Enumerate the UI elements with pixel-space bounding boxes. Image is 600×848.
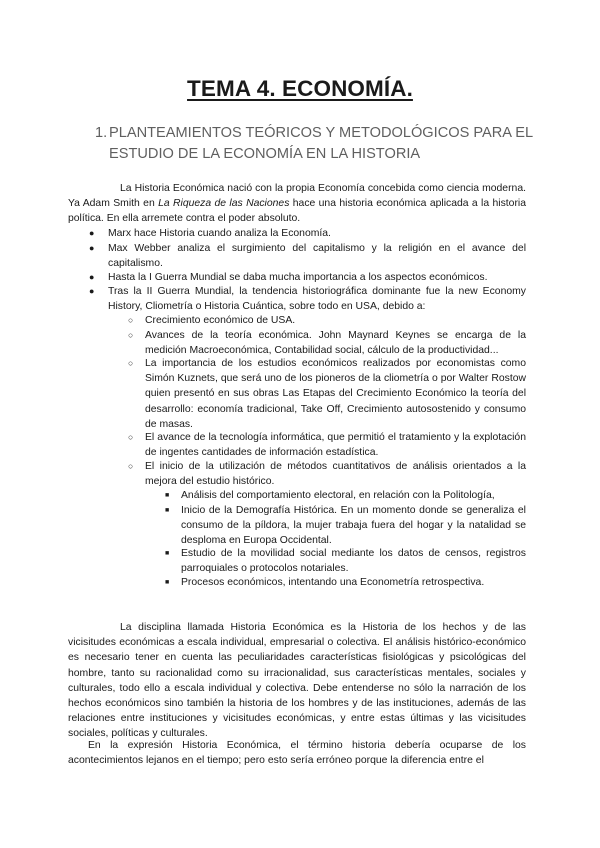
bullet-dot-icon: ● (89, 272, 95, 282)
bullet-circle-icon: ○ (128, 461, 134, 471)
book-title: La Riqueza de las Naciones (158, 198, 290, 210)
bullet-dot-icon: ● (89, 286, 95, 296)
bullet-circle-icon: ○ (128, 330, 134, 340)
body-paragraph: La disciplina llamada Historia Económica es la Historia de los hechos y de las vicisitudes económicas a escala individual, empresarial o colectiva. El análisis histórico-económico es necesario tener en cuenta las peculiaridades características fisiológicas y psicológicas del hombre, tanto su racionalidad como su irracionalidad, sus características mentales, sociales y culturales, todo ello a escala individual y colectiva. Debe entenderse no sólo la narración de los hechos económicos sino también la historia de los hombres y de las instituciones, además de las relaciones entre instituciones y vicisitudes económicas, y entre estas últimas y las vicisitudes sociales, políticas y culturales. (68, 622, 526, 740)
list-item: Hasta la I Guerra Mundial se daba mucha importancia a los aspectos económicos. (108, 272, 488, 283)
bullet-square-icon: ■ (165, 507, 170, 514)
bullet-square-icon: ■ (165, 550, 170, 557)
sub-list-item: Crecimiento económico de USA. (145, 315, 296, 326)
bullet-square-icon: ■ (165, 492, 170, 499)
intro-paragraph (68, 181, 526, 227)
bullet-square-icon: ■ (165, 579, 170, 586)
bullet-circle-icon: ○ (128, 432, 134, 442)
intro-text-end: hace una historia económica aplicada a la historia política. En ella arremete contra el poder absoluto. (68, 198, 526, 225)
sub-sub-list-item: Análisis del comportamiento electoral, en relación con la Politología, (181, 490, 495, 501)
list-item: Tras la II Guerra Mundial, la tendencia historiográfica dominante fue la new Economy History, Cliometría o Historia Cuántica, sobre todo en USA, debido a: (108, 286, 526, 313)
section-heading (95, 123, 555, 165)
sub-list-item: El avance de la tecnología informática, que permitió el tratamiento y la explotación de ingentes cantidades de información estadística. (145, 432, 526, 459)
page-title: TEMA 4. ECONOMÍA. (187, 76, 413, 101)
bullet-dot-icon: ● (89, 228, 95, 238)
sub-list-item: El inicio de la utilización de métodos cuantitativos de análisis orientados a la mejora del estudio histórico. (145, 461, 526, 488)
sub-list-item: Avances de la teoría económica. John Maynard Keynes se encarga de la medición Macroeconómica, Contabilidad social, cálculo de la productividad... (145, 330, 526, 357)
sub-sub-list-item: Procesos económicos, intentando una Econometría retrospectiva. (181, 577, 485, 588)
sub-sub-list-item: Inicio de la Demografía Histórica. En un momento donde se generaliza el consumo de la píldora, la mujer trabaja fuera del hogar y la natalidad se desploma en Europa Occidental. (181, 505, 526, 547)
intro-text-start: La Historia Económica nació con la propia Economía concebida como ciencia moderna. Ya Adam Smith en (68, 183, 526, 210)
sub-sub-list-item: Estudio de la movilidad social mediante los datos de censos, registros parroquiales o protocolos notariales. (181, 548, 526, 575)
body-paragraph: En la expresión Historia Económica, el término historia debería ocuparse de los acontecimientos lejanos en el tiempo; pero esto sería erróneo porque la diferencia entre el (68, 740, 526, 767)
bullet-circle-icon: ○ (128, 358, 134, 368)
bullet-dot-icon: ● (89, 243, 95, 253)
list-item: Marx hace Historia cuando analiza la Economía. (108, 228, 331, 239)
section-number: 1. (95, 125, 108, 141)
list-item: Max Webber analiza el surgimiento del capitalismo y la religión en el avance del capitalismo. (108, 243, 526, 270)
section-title: PLANTEAMIENTOS TEÓRICOS Y METODOLÓGICOS PARA EL ESTUDIO DE LA ECONOMÍA EN LA HISTORIA (109, 125, 533, 162)
bullet-circle-icon: ○ (128, 315, 134, 325)
page-bottom-margin (0, 770, 600, 848)
sub-list-item: La importancia de los estudios económicos realizados por economistas como Simón Kuznets, que será uno de los pioneros de la cliometría o por Walter Rostow quien presentó en sus obras Las Etapas del Crecimiento Económico la teoría del desarrollo: economía tradicional, Take Off, Crecimiento autosostenido y consumo de masas. (145, 358, 526, 430)
